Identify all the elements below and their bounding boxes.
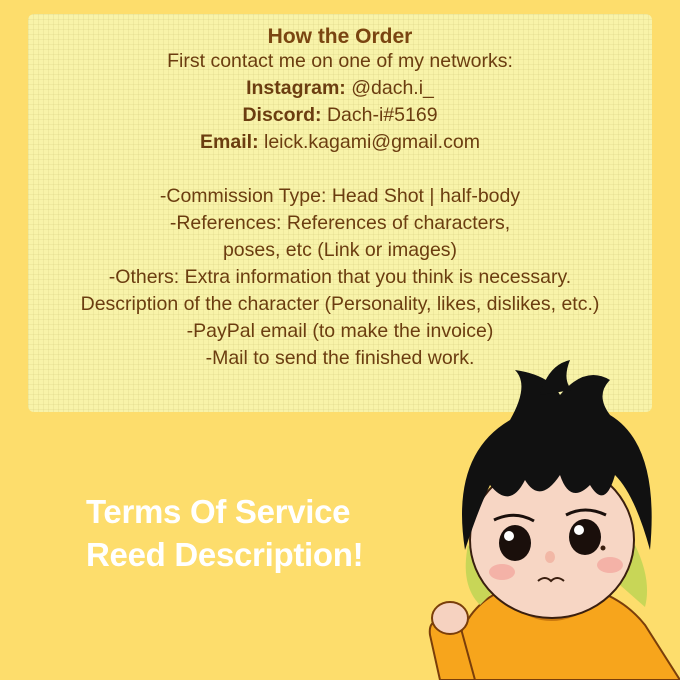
terms-of-service-heading	[86, 490, 363, 576]
contact-label: Discord:	[242, 104, 322, 126]
contact-discord	[28, 102, 652, 129]
contact-label: Email:	[200, 131, 259, 153]
requirement-line: -Mail to send the finished work.	[205, 347, 475, 369]
contact-value: leick.kagami@gmail.com	[264, 131, 480, 153]
contact-instagram	[28, 75, 652, 102]
tos-line-2: Reed Description!	[86, 536, 364, 573]
requirement-line: -PayPal email (to make the invoice)	[186, 320, 494, 342]
card-title: How the Order	[267, 25, 413, 48]
contact-intro: First contact me on one of my networks:	[167, 50, 513, 72]
requirement-line: Description of the character (Personality, likes, dislikes, etc.)	[80, 293, 600, 315]
requirement-line: -Others: Extra information that you think is necessary.	[108, 266, 572, 288]
tos-line-1: Terms Of Service	[86, 493, 351, 530]
requirement-line: -References: References of characters,	[169, 212, 511, 234]
requirement-line: poses, etc (Link or images)	[222, 239, 458, 261]
chibi-character-illustration	[420, 335, 680, 680]
contact-value: Dach-i#5169	[326, 104, 438, 126]
contact-email	[28, 129, 652, 156]
contact-value: @dach.i_	[351, 77, 434, 99]
requirement-line: -Commission Type: Head Shot | half-body	[159, 185, 521, 207]
section-spacer	[28, 156, 652, 183]
contact-label: Instagram:	[246, 77, 346, 99]
